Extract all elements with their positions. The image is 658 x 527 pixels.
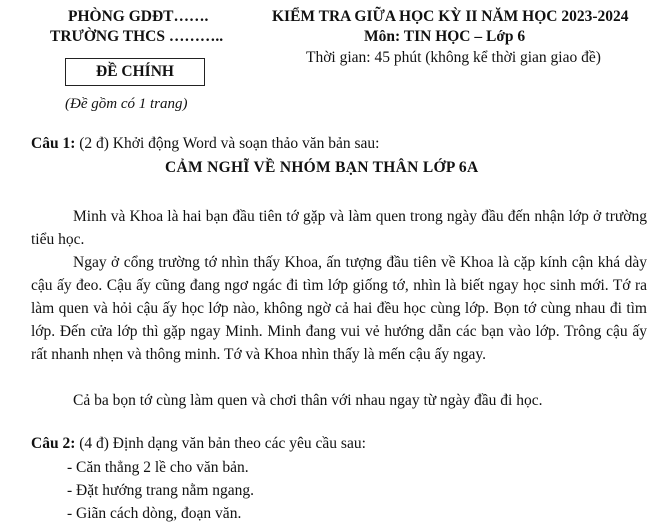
essay-paragraph-3: Cả ba bọn tớ cùng làm quen và chơi thân với nhau ngay từ ngày đầu đi học.: [73, 392, 543, 409]
requirement-item: - Đặt hướng trang nằm ngang.: [67, 482, 255, 499]
department-name: PHÒNG GDĐT…….: [68, 8, 209, 25]
requirement-item: - Căn thẳng 2 lề cho văn bản.: [67, 459, 249, 476]
question-2-prompt: (4 đ) Định dạng văn bản theo các yêu cầu sau:: [75, 435, 366, 452]
essay-title: CẢM NGHĨ VỀ NHÓM BẠN THÂN LỚP 6A: [165, 159, 479, 176]
essay-paragraph-1: Minh và Khoa là hai bạn đầu tiên tớ gặp và làm quen trong ngày đầu đến nhận lớp ở trường tiểu học.: [31, 208, 647, 248]
question-1-prompt: (2 đ) Khởi động Word và soạn thảo văn bản sau:: [75, 135, 380, 152]
official-exam-label: ĐỀ CHÍNH: [65, 58, 205, 86]
requirement-item: - Giãn cách dòng, đoạn văn.: [67, 505, 242, 522]
question-2-line: [31, 435, 366, 453]
exam-title: KIỂM TRA GIỮA HỌC KỲ II NĂM HỌC 2023-2024: [272, 8, 629, 25]
duration-line: Thời gian: 45 phút (không kể thời gian giao đề): [306, 49, 601, 66]
page-count-note: (Đề gồm có 1 trang): [65, 96, 188, 112]
question-1-label: Câu 1:: [31, 135, 76, 152]
essay-paragraph-2: Ngay ở cổng trường tớ nhìn thấy Khoa, ấn tượng đầu tiên về Khoa là cặp kính cận khá dày cậu ấy đeo. Cậu ấy cũng đang ngơ ngác đi tìm lớp giống tớ, nhìn là biết ngay học sinh mới. Tớ ra làm quen và hỏi cậu ấy học lớp nào, không ngờ cả hai đều học cùng lớp. Bọn tớ cùng nhau đi tìm lớp. Đến cửa lớp thì gặp ngay Minh. Minh đang vui vẻ hướng dẫn các bạn vào lớp. Trông cậu ấy rất nhanh nhẹn và thông minh. Tớ và Khoa nhìn thấy là mến cậu ấy ngay.: [31, 254, 647, 363]
question-1-line: [31, 135, 379, 153]
question-2-label: Câu 2:: [31, 435, 76, 452]
subject-line: Môn: TIN HỌC – Lớp 6: [364, 28, 526, 45]
school-name: TRƯỜNG THCS ………..: [50, 28, 224, 45]
